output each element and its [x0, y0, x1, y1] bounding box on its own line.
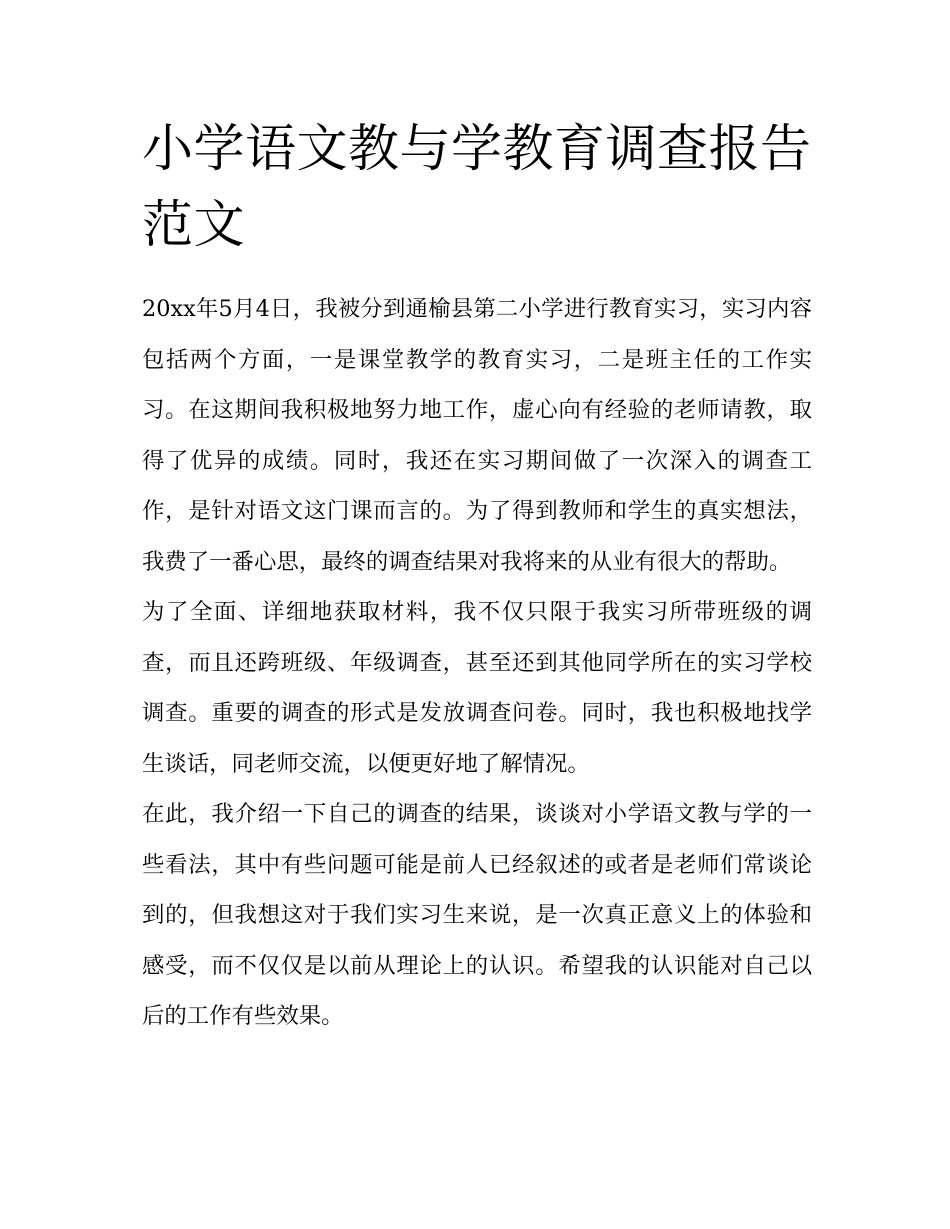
paragraph-2: 为了全面、详细地获取材料，我不仅只限于我实习所带班级的调查，而且还跨班级、年级调查，甚至还到其他同学所在的实习学校调查。重要的调查的形式是发放调查问卷。同时，我也积极地找学生谈话，同老师交流，以便更好地了解情况。 — [142, 599, 812, 777]
document-body — [142, 284, 812, 1042]
paragraph-3: 在此，我介绍一下自己的调查的结果，谈谈对小学语文教与学的一些看法，其中有些问题可能是前人已经叙述的或者是老师们常谈论到的，但我想这对于我们实习生来说，是一次真正意义上的体验和感受，而不仅仅是以前从理论上的认识。希望我的认识能对自己以后的工作有些效果。 — [142, 801, 812, 1029]
document-title: 小学语文教与学教育调查报告范文 — [142, 120, 812, 255]
paragraph-1: 20xx年5月4日，我被分到通榆县第二小学进行教育实习，实习内容包括两个方面，一是课堂教学的教育实习，二是班主任的工作实习。在这期间我积极地努力地工作，虚心向有经验的老师请教，取得了优异的成绩。同时，我还在实习期间做了一次深入的调查工作，是针对语文这门课而言的。为了得到教师和学生的真实想法，我费了一番心思，最终的调查结果对我将来的从业有很大的帮助。 — [142, 296, 812, 575]
